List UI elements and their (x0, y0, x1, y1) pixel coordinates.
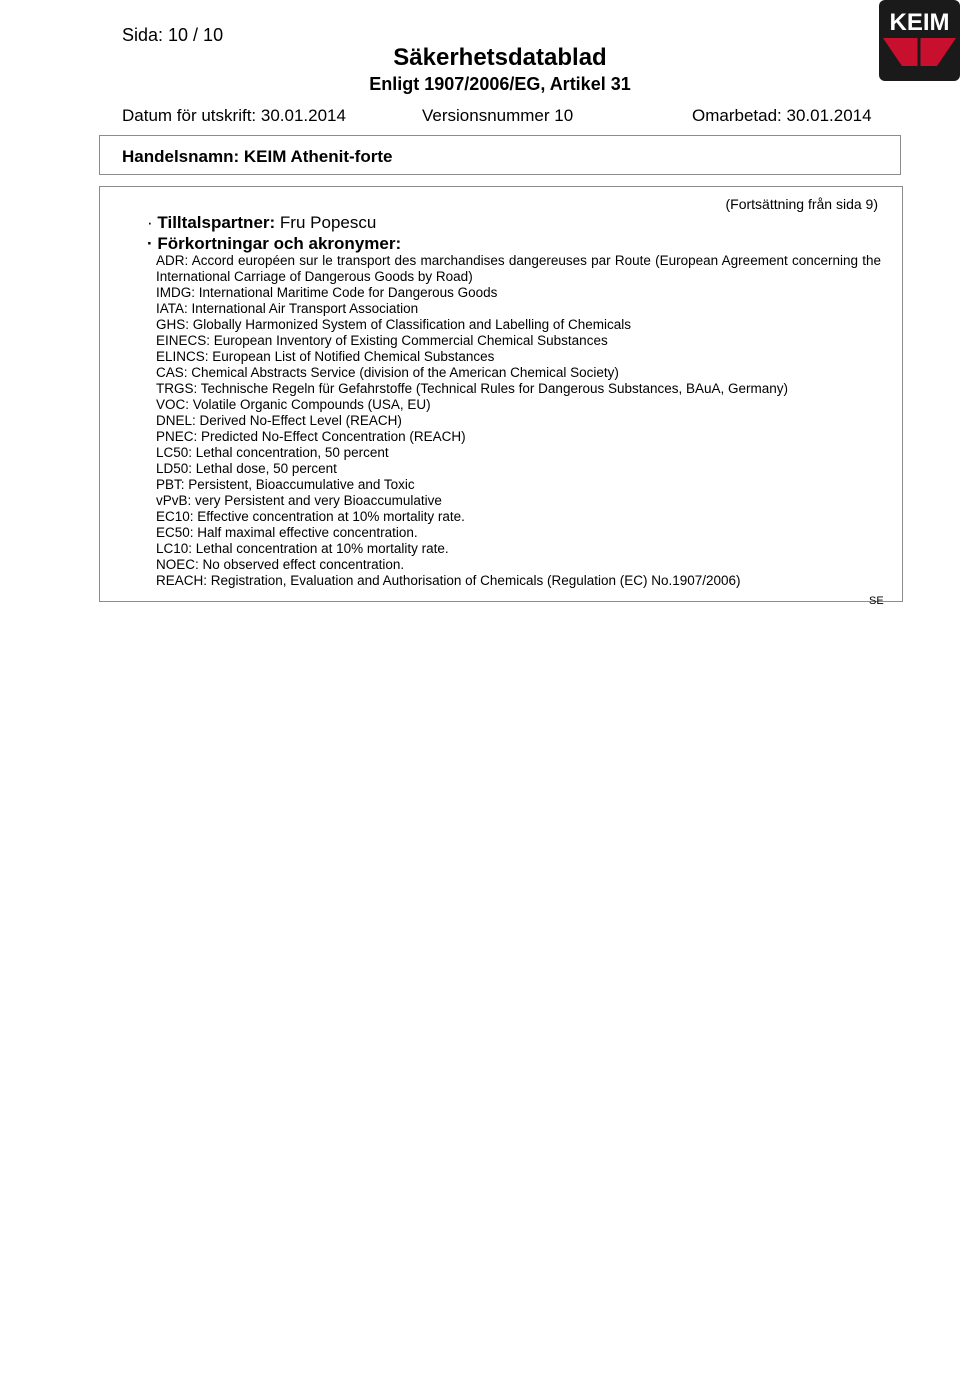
contact-line (147, 213, 376, 233)
abbreviation-item: NOEC: No observed effect concentration. (156, 557, 405, 572)
abbreviation-item: LC50: Lethal concentration, 50 percent (156, 445, 389, 460)
abbreviation-item: PBT: Persistent, Bioaccumulative and Toxic (156, 477, 415, 492)
document-title: Säkerhetsdatablad (393, 44, 607, 71)
page-number: Sida: 10 / 10 (122, 25, 224, 45)
abbreviation-item: EINECS: European Inventory of Existing Commercial Chemical Substances (156, 333, 608, 348)
abbreviation-item: EC10: Effective concentration at 10% mortality rate. (156, 509, 465, 524)
abbreviation-item: ADR: Accord européen sur le transport des marchandises dangereuses par Route (European Agreement concerning the International Carriage of Dangerous Goods by Road) (156, 253, 881, 284)
continuation-note: (Fortsättning från sida 9) (725, 196, 878, 212)
abbreviations-list (156, 253, 881, 589)
language-code: SE (869, 595, 884, 607)
keim-logo (879, 0, 960, 81)
abbreviations-heading (147, 234, 401, 254)
abbreviation-item: GHS: Globally Harmonized System of Classification and Labelling of Chemicals (156, 317, 631, 332)
abbreviation-item: EC50: Half maximal effective concentration. (156, 525, 418, 540)
document-subtitle: Enligt 1907/2006/EG, Artikel 31 (369, 74, 631, 94)
version-number: Versionsnummer 10 (422, 106, 574, 125)
abbreviation-item: LC10: Lethal concentration at 10% mortality rate. (156, 541, 449, 556)
abbreviation-item: ELINCS: European List of Notified Chemical Substances (156, 349, 495, 364)
abbreviation-item: VOC: Volatile Organic Compounds (USA, EU) (156, 397, 431, 412)
bullet: · (147, 213, 153, 232)
bullet: · (147, 234, 153, 253)
contact-label: Tilltalspartner: (157, 213, 276, 232)
abbreviation-item: PNEC: Predicted No-Effect Concentration (REACH) (156, 429, 466, 444)
product-name: Handelsnamn: KEIM Athenit-forte (122, 147, 393, 166)
logo-text: KEIM (889, 9, 950, 36)
revised-date: Omarbetad: 30.01.2014 (692, 106, 872, 125)
abbreviation-item: IMDG: International Maritime Code for Dangerous Goods (156, 285, 498, 300)
abbreviation-item: DNEL: Derived No-Effect Level (REACH) (156, 413, 402, 428)
abbreviation-item: REACH: Registration, Evaluation and Authorisation of Chemicals (Regulation (EC) No.1907/2006) (156, 573, 741, 588)
abbreviation-item: LD50: Lethal dose, 50 percent (156, 461, 337, 476)
abbreviation-item: vPvB: very Persistent and very Bioaccumulative (156, 493, 442, 508)
abbreviation-item: CAS: Chemical Abstracts Service (division of the American Chemical Society) (156, 365, 619, 380)
print-date: Datum för utskrift: 30.01.2014 (122, 106, 346, 125)
abbreviation-item: IATA: International Air Transport Association (156, 301, 419, 316)
contact-value: Fru Popescu (279, 213, 377, 232)
abbreviations-heading-text: Förkortningar och akronymer: (157, 234, 402, 253)
abbreviation-item: TRGS: Technische Regeln für Gefahrstoffe (Technical Rules for Dangerous Substances, BAuA, Germany) (156, 381, 789, 396)
